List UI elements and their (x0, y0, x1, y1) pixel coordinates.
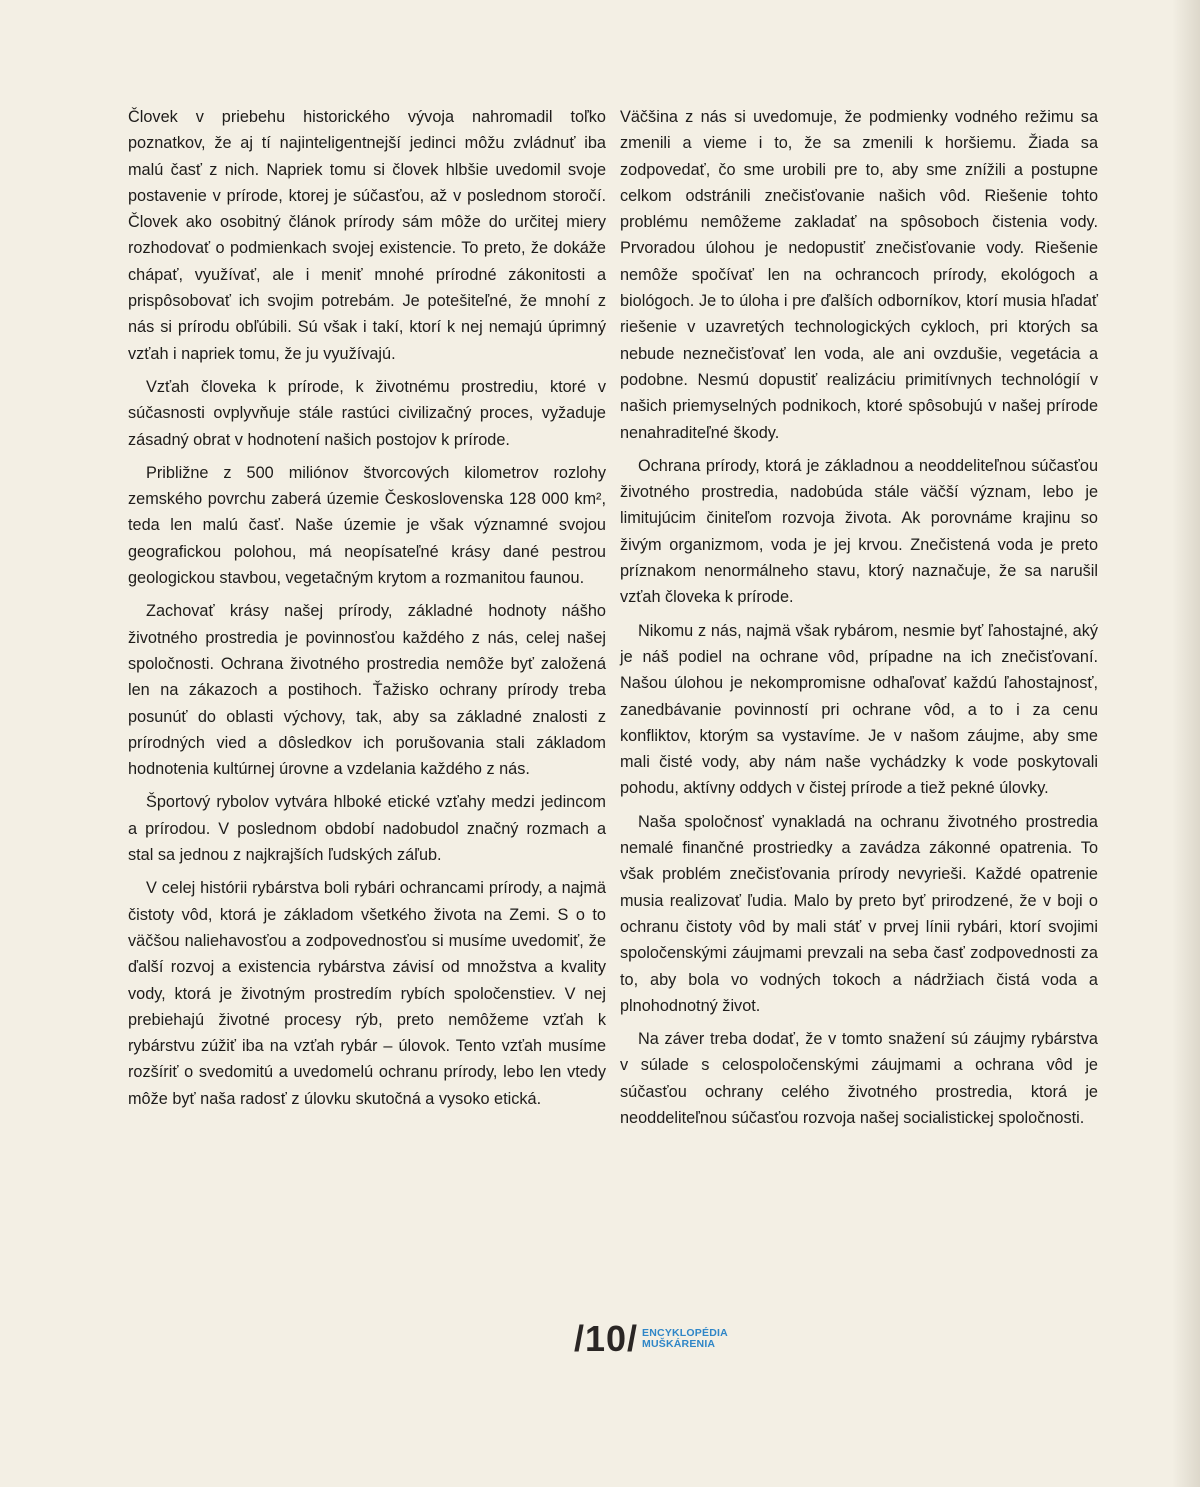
page-footer (574, 1318, 728, 1360)
paragraph: Vzťah človeka k prírode, k životnému prostrediu, ktoré v súčasnosti ovplyvňuje stále rastúci civilizačný proces, vyžaduje zásadný obrat v hodnotení našich postojov k prírode. (128, 377, 606, 449)
paragraph: Človek v priebehu historického vývoja nahromadil toľko poznatkov, že aj tí najinteligentnejší jedinci môžu zvládnuť iba malú časť z nich. Napriek tomu si človek hlbšie uvedomil svoje postavenie v prírode, ktorej je súčasťou, až v poslednom storočí. Človek ako osobitný článok prírody sám môže do určitej miery rozhodovať o podmienkach svojej existencie. To preto, že dokáže chápať, využívať, ale i meniť mnohé prírodné zákonitosti a prispôsobovať ich svojim potrebám. Je potešiteľné, že mnohí z nás si prírodu obľúbili. Sú však i takí, ktorí k nej nemajú úprimný vzťah i napriek tomu, že ju využívajú. (128, 108, 606, 363)
series-title (642, 1328, 728, 1350)
paragraph: V celej histórii rybárstva boli rybári ochrancami prírody, a najmä čistoty vôd, ktorá je základom všetkého života na Zemi. S o to väčšou naliehavosťou a zodpovednosťou si musíme uvedomiť, že ďalší rozvoj a existencia rybárstva závisí od množstva a kvality vody, ktorá je životným prostredím rybích spoločenstiev. V nej prebiehajú životné procesy rýb, preto nemôžeme vzťah k rybárstvu zúžiť iba na vzťah rybár – úlovok. Tento vzťah musíme rozšíriť o svedomitú a uvedomelú ochranu prírody, lebo len vtedy môže byť naša radosť z úlovku skutočná a vysoko etická. (128, 879, 606, 1108)
paragraph: Na záver treba dodať, že v tomto snažení sú záujmy rybárstva v súlade s celospoločenskými záujmami a ochrana vôd je súčasťou ochrany celého životného prostredia, ktorá je neoddeliteľnou súčasťou rozvoja našej socialistickej spoločnosti. (620, 1030, 1098, 1127)
series-title-line2: MUŠKÁRENIA (642, 1338, 716, 1350)
page-edge-shadow (1172, 0, 1200, 1487)
paragraph: Zachovať krásy našej prírody, základné hodnoty nášho životného prostredia je povinnosťou každého z nás, celej našej spoločnosti. Ochrana životného prostredia nemôže byť založená len na zákazoch a postihoch. Ťažisko ochrany prírody treba posunúť do oblasti výchovy, tak, aby sa základné znalosti z prírodných vied a dôsledkov ich porušovania stali základom hodnotenia kultúrnej úrovne a vzdelania každého z nás. (128, 602, 606, 779)
paragraph: Nikomu z nás, najmä však rybárom, nesmie byť ľahostajné, aký je náš podiel na ochrane vôd, prípadne na ich znečisťovaní. Našou úlohou je nekompromisne odhaľovať každú ľahostajnosť, zanedbávanie povinností pri ochrane vôd, a to i za cenu konfliktov, ktorým sa vystavíme. Je v našom záujme, aby sme mali čisté vody, aby nám naše vychádzky k vode poskytovali pohodu, aktívny oddych v čistej prírode a tiež pekné úlovky. (620, 621, 1098, 798)
left-text-column (128, 104, 606, 1119)
paragraph: Približne z 500 miliónov štvorcových kilometrov rozlohy zemského povrchu zaberá územie Československa 128 000 km², teda len malú časť. Naše územie je však významné svojou geografickou polohou, má neopísateľné krásy dané pestrou geologickou stavbou, vegetačným krytom a rozmanitou faunou. (128, 463, 606, 588)
paragraph: Športový rybolov vytvára hlboké etické vzťahy medzi jedincom a prírodou. V poslednom období nadobudol značný rozmach a stal sa jednou z najkrajších ľudských záľub. (128, 793, 606, 865)
right-text-column (620, 104, 1098, 1138)
page-number: /10/ (574, 1318, 639, 1359)
paragraph: Naša spoločnosť vynakladá na ochranu životného prostredia nemalé finančné prostriedky a zavádza zákonné opatrenia. To však problém znečisťovania prírody nevyrieši. Každé opatrenie musia realizovať ľudia. Malo by preto byť prirodzené, že v boji o ochranu čistoty vôd by mali stáť v prvej línii rybári, ktorí svojimi spoločenskými záujmami prevzali na seba časť zodpovednosti za to, aby bola vo vodných tokoch a nádržiach čistá voda a plnohodnotný život. (620, 812, 1098, 1015)
series-title-line1: ENCYKLOPÉDIA (642, 1327, 728, 1339)
paragraph: Ochrana prírody, ktorá je základnou a neoddeliteľnou súčasťou životného prostredia, nadobúda stále väčší význam, lebo je limitujúcim činiteľom rozvoja života. Ak porovnáme krajinu so živým organizmom, voda je jej krvou. Znečistená voda je preto príznakom nenormálneho stavu, ktorý naznačuje, že sa narušil vzťah človeka k prírode. (620, 456, 1098, 607)
paragraph: Väčšina z nás si uvedomuje, že podmienky vodného režimu sa zmenili a vieme i to, že sa zmenili k horšiemu. Žiada sa zodpovedať, čo sme urobili pre to, aby sme znížili a postupne celkom odstránili znečisťovanie našich vôd. Riešenie tohto problému nemôžeme zakladať na spôsoboch čistenia vody. Prvoradou úlohou je nedopustiť znečisťovanie vody. Riešenie nemôže spočívať len na ochrancoch prírody, ekológoch a biológoch. Je to úloha i pre ďalších odborníkov, ktorí musia hľadať riešenie v uzavretých technologických cykloch, pri ktorých sa nebude neznečisťovať len voda, ale ani ovzdušie, vegetácia a podobne. Nesmú dopustiť realizáciu primitívnych technológií v našich priemyselných podnikoch, ktoré spôsobujú v našej prírode nenahraditeľné škody. (620, 108, 1098, 442)
